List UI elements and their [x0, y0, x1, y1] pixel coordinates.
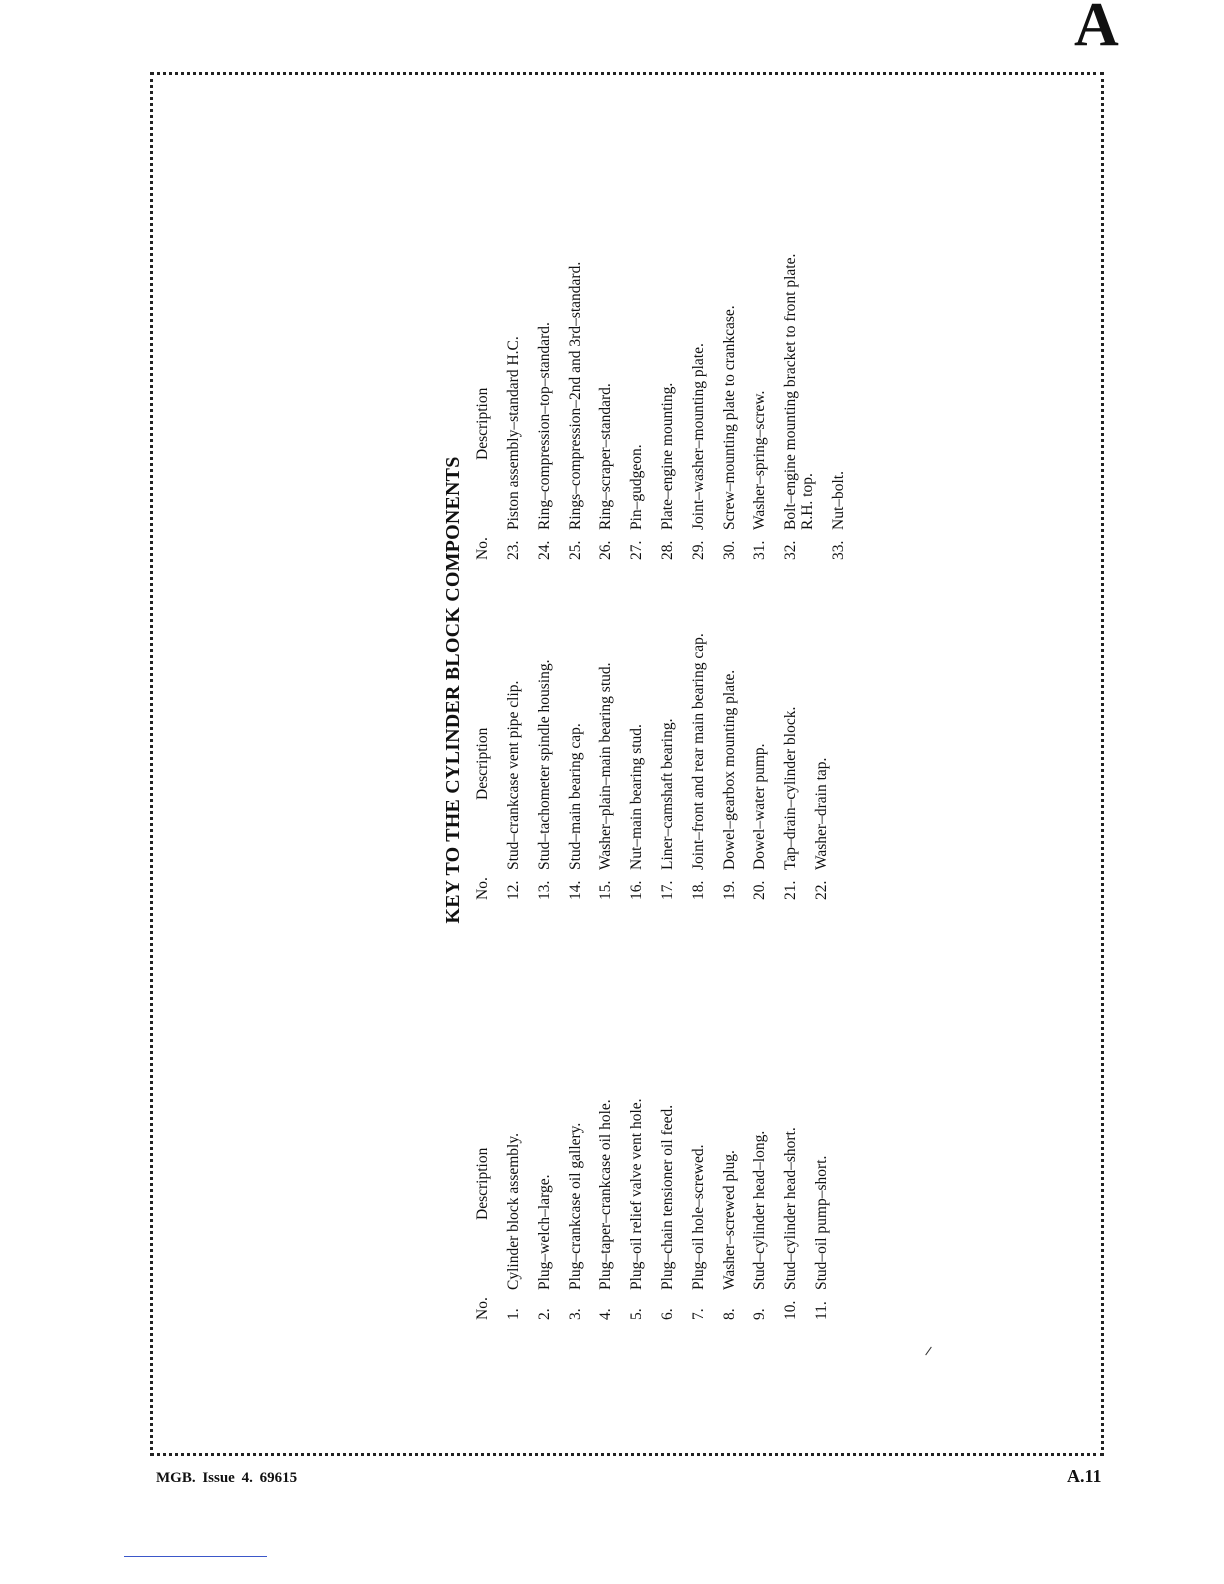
- item-number: 5.: [628, 1308, 646, 1320]
- list-item: [506, 220, 537, 560]
- item-description: Stud–cylinder head–long.: [751, 1130, 769, 1290]
- item-number: 1.: [505, 1308, 522, 1320]
- item-description: Ring–scraper–standard.: [597, 383, 615, 530]
- item-description: Plug–crankcase oil gallery.: [566, 1122, 584, 1290]
- item-number: 31.: [751, 540, 769, 560]
- item-number: 20.: [751, 880, 769, 900]
- item-description: Joint–washer–mounting plate.: [689, 343, 707, 530]
- item-number: 10.: [782, 1300, 800, 1320]
- item-number: 15.: [597, 880, 615, 900]
- item-description: Washer–screwed plug.: [720, 1150, 738, 1290]
- column-header: [475, 220, 506, 560]
- item-number: 6.: [658, 1308, 676, 1320]
- item-number: 32.: [782, 540, 800, 560]
- description-header: Description: [474, 387, 491, 460]
- list-item: [752, 220, 783, 560]
- item-description: Liner–camshaft bearing.: [658, 718, 676, 870]
- item-number: 24.: [535, 540, 553, 560]
- item-number: 33.: [829, 540, 847, 560]
- no-header: No.: [474, 1297, 491, 1320]
- list-item: [506, 560, 537, 900]
- page-number: A.11: [1067, 1466, 1102, 1486]
- item-number: 8.: [720, 1308, 738, 1320]
- list-item: [629, 560, 660, 900]
- item-description: Plug–chain tensioner oil feed.: [658, 1104, 676, 1290]
- list-item: [598, 220, 629, 560]
- item-description: Bolt–engine mounting bracket to front plate.: [782, 253, 800, 530]
- item-description: Dowel–gearbox mounting plate.: [720, 669, 738, 870]
- item-description: Screw–mounting plate to crankcase.: [720, 305, 738, 530]
- item-description: Washer–drain tap.: [812, 757, 830, 870]
- list-item: [537, 560, 568, 900]
- list-item: [537, 1000, 568, 1320]
- list-item: [831, 220, 862, 560]
- item-description: Plug–oil relief valve vent hole.: [628, 1098, 646, 1290]
- divider-line: [124, 1556, 267, 1557]
- item-number: 26.: [597, 540, 615, 560]
- item-number: 9.: [751, 1308, 769, 1320]
- item-description: Plug–oil hole–screwed.: [689, 1144, 707, 1290]
- list-item: [752, 1000, 783, 1320]
- list-item: [722, 560, 753, 900]
- item-description: Ring–compression–top–standard.: [535, 322, 553, 530]
- item-description: Stud–tachometer spindle housing.: [535, 659, 553, 870]
- list-item: [629, 1000, 660, 1320]
- list-item: [568, 560, 599, 900]
- list-item: [814, 1000, 845, 1320]
- list-item: [691, 560, 722, 900]
- item-number: 22.: [812, 880, 830, 900]
- list-item: [783, 1000, 814, 1320]
- item-number: 27.: [628, 540, 646, 560]
- key-column-2: [475, 560, 845, 900]
- item-description: Joint–front and rear main bearing cap.: [689, 633, 707, 870]
- item-description: Stud–cylinder head–short.: [782, 1127, 800, 1290]
- column-header: [475, 560, 506, 900]
- page-title: KEY TO THE CYLINDER BLOCK COMPONENTS: [442, 456, 464, 924]
- list-item: [783, 560, 814, 900]
- description-header: Description: [474, 1147, 491, 1220]
- item-description: Washer–spring–screw.: [751, 390, 769, 530]
- item-description: Plug–welch–large.: [535, 1174, 553, 1290]
- item-description: Tap–drain–cylinder block.: [782, 706, 800, 870]
- item-description: R.H. top.: [798, 473, 816, 530]
- item-description: Nut–bolt.: [829, 471, 847, 530]
- item-description: Nut–main bearing stud.: [628, 724, 646, 870]
- no-header: No.: [474, 877, 491, 900]
- footer-publication-info: MGB. Issue 4. 69615: [156, 1470, 298, 1486]
- item-description: Plate–engine mounting.: [658, 382, 676, 530]
- list-item: [568, 220, 599, 560]
- list-item: [568, 1000, 599, 1320]
- item-number: 16.: [628, 880, 646, 900]
- item-number: 25.: [566, 540, 584, 560]
- item-number: [800, 530, 831, 560]
- key-column-1: [475, 1000, 845, 1320]
- item-description: Cylinder block assembly.: [505, 1133, 522, 1290]
- item-number: 4.: [597, 1308, 615, 1320]
- item-number: 12.: [505, 880, 522, 900]
- item-number: 11.: [812, 1301, 830, 1320]
- item-description: Stud–main bearing cap.: [566, 723, 584, 870]
- list-item: [752, 560, 783, 900]
- list-item: [691, 1000, 722, 1320]
- item-number: 18.: [689, 880, 707, 900]
- list-item: [598, 560, 629, 900]
- item-description: Washer–plain–main bearing stud.: [597, 662, 615, 870]
- item-description: Stud–oil pump–short.: [812, 1155, 830, 1290]
- item-description: Stud–crankcase vent pipe clip.: [505, 680, 522, 870]
- no-header: No.: [474, 537, 491, 560]
- list-item: [629, 220, 660, 560]
- list-item: [691, 220, 722, 560]
- item-number: 3.: [566, 1308, 584, 1320]
- list-item: [660, 560, 691, 900]
- item-description: Dowel–water pump.: [751, 743, 769, 870]
- list-item: [814, 560, 845, 900]
- item-number: 14.: [566, 880, 584, 900]
- item-number: 23.: [505, 540, 522, 560]
- item-description: Rings–compression–2nd and 3rd–standard.: [566, 261, 584, 530]
- item-number: 29.: [689, 540, 707, 560]
- item-number: 30.: [720, 540, 738, 560]
- description-header: Description: [474, 727, 491, 800]
- item-description: Pin–gudgeon.: [628, 444, 646, 530]
- list-item: [537, 220, 568, 560]
- section-letter: A: [1074, 0, 1119, 59]
- item-number: 17.: [658, 880, 676, 900]
- item-number: 19.: [720, 880, 738, 900]
- list-item: [598, 1000, 629, 1320]
- list-item: [660, 220, 691, 560]
- key-table-rotated: [442, 253, 875, 1380]
- list-item: [722, 1000, 753, 1320]
- key-column-3: [475, 220, 862, 560]
- item-number: 7.: [689, 1308, 707, 1320]
- item-number: 13.: [535, 880, 553, 900]
- list-item: [722, 220, 753, 560]
- item-number: 28.: [658, 540, 676, 560]
- item-number: 2.: [535, 1308, 553, 1320]
- item-number: 21.: [782, 880, 800, 900]
- item-description: Plug–taper–crankcase oil hole.: [597, 1099, 615, 1290]
- list-item: [660, 1000, 691, 1320]
- list-item: [506, 1000, 537, 1320]
- column-header: [475, 1000, 506, 1320]
- item-description: Piston assembly–standard H.C.: [505, 336, 522, 530]
